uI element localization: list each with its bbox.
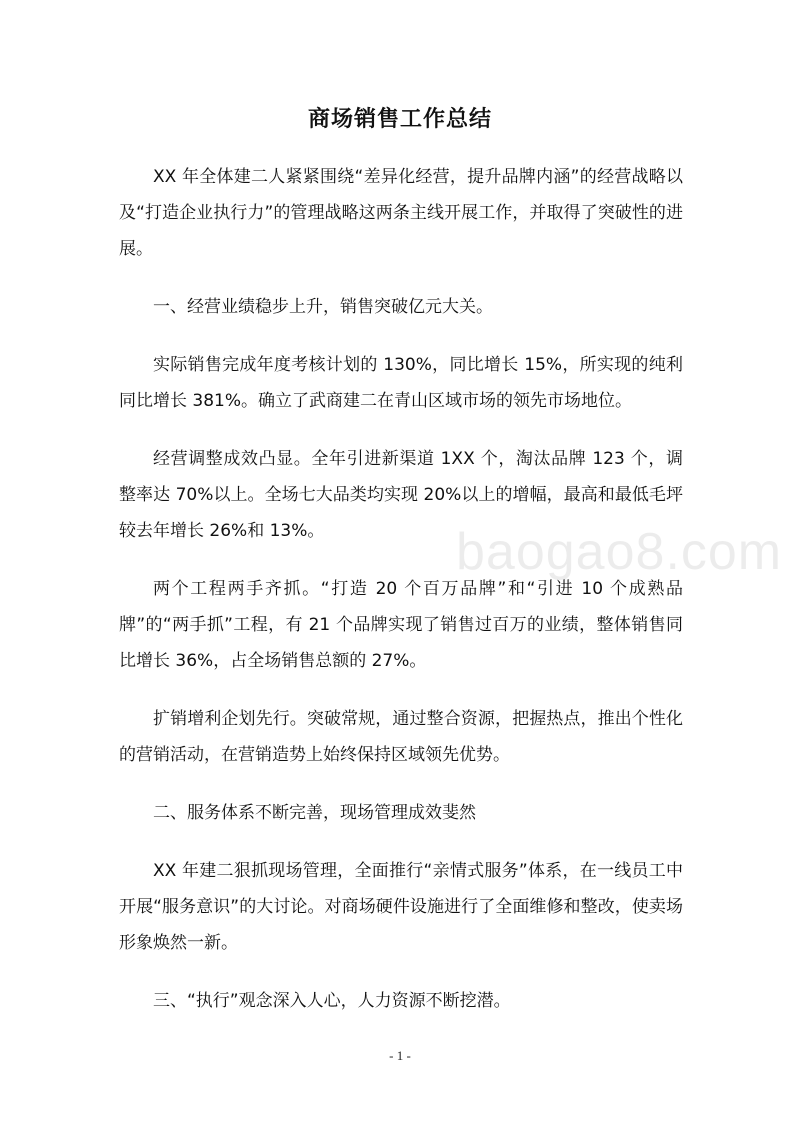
paragraph-sales: 实际销售完成年度考核计划的 130%，同比增长 15%，所实现的纯利同比增长 381%。确立了武商建二在青山区域市场的领先市场地位。	[119, 355, 683, 411]
section-heading-1: 一、经营业绩稳步上升，销售突破亿元大关。	[153, 297, 493, 317]
section-heading-3: 三、“执行”观念深入人心，人力资源不断挖潜。	[153, 991, 511, 1011]
document-body	[119, 159, 683, 1041]
page-number: - 1 -	[389, 1048, 411, 1063]
paragraph-two-projects: 两个工程两手齐抓。“打造 20 个百万品牌”和“引进 10 个成熟品牌”的“两手抓”工程，有 21 个品牌实现了销售过百万的业绩，整体销售同比增长 36%，占全场销售总额的 27%。	[119, 579, 683, 671]
paragraph-adjustment: 经营调整成效凸显。全年引进新渠道 1XX 个，淘汰品牌 123 个，调整率达 70%以上。全场七大品类均实现 20%以上的增幅，最高和最低毛坪较去年增长 26%和 13%。	[119, 449, 683, 541]
watermark: baogao8.com	[456, 523, 783, 581]
paragraph-marketing: 扩销增利企划先行。突破常规，通过整合资源，把握热点，推出个性化的营销活动，在营销造势上始终保持区域领先优势。	[119, 709, 683, 765]
section-heading-2: 二、服务体系不断完善，现场管理成效斐然	[153, 803, 476, 823]
paragraph-intro: XX 年全体建二人紧紧围绕“差异化经营，提升品牌内涵”的经营战略以及“打造企业执行力”的管理战略这两条主线开展工作，并取得了突破性的进展。	[119, 167, 683, 259]
paragraph-service: XX 年建二狠抓现场管理，全面推行“亲情式服务”体系，在一线员工中开展“服务意识”的大讨论。对商场硬件设施进行了全面维修和整改，使卖场形象焕然一新。	[119, 861, 683, 953]
document-title: 商场销售工作总结	[307, 107, 492, 132]
